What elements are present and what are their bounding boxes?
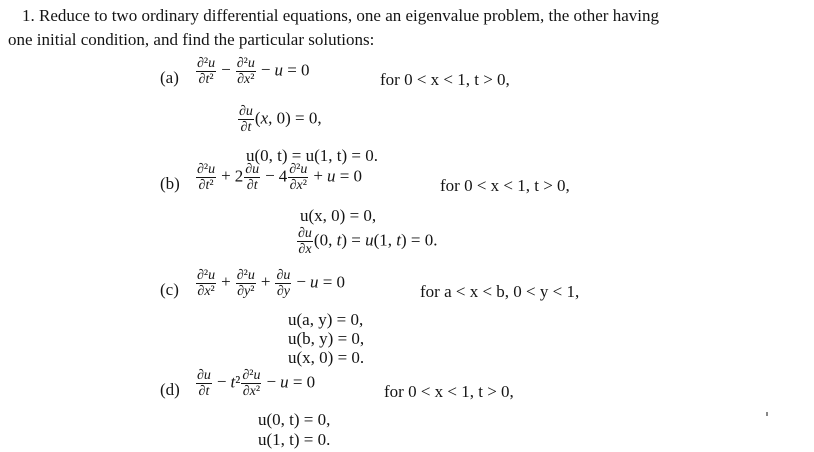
part-a-equation: $\frac{\text{∂²u}}{\text{∂t²}}$ − $\frac{\text{∂²u}}{\text{∂x²}}$ − u = 0	[197, 56, 310, 87]
part-d-condition-1: u(0, t) = 0,	[258, 410, 331, 429]
part-d-label: (d)	[160, 380, 180, 399]
problem-text-line1: Reduce to two ordinary differential equations, one an eigenvalue problem, the other having	[39, 6, 659, 25]
part-a-condition-2: u(0, t) = u(1, t) = 0.	[246, 146, 379, 165]
part-c-condition-1: u(a, y) = 0,	[288, 310, 364, 329]
part-b-condition-1: u(x, 0) = 0,	[300, 206, 377, 225]
part-b-condition-2: $\frac{\partial u}{\partial x}$ (0, t) = u(1, t) = 0.	[298, 226, 438, 257]
part-c-condition-3: u(x, 0) = 0.	[288, 348, 365, 367]
part-b-label: (b)	[160, 174, 180, 193]
problem-statement-line2: one initial condition, and find the particular solutions:	[8, 30, 375, 49]
part-a-condition-1: $\frac{\partial u}{\partial t}$ (x, 0) = 0,	[239, 104, 322, 135]
part-a-label: (a)	[160, 68, 179, 87]
part-d-equation: $\frac{\partial u}{\partial t}$ − t² $\frac{\text{∂²u}}{\text{∂x²}}$ − u = 0	[197, 368, 316, 399]
part-d-domain: for 0 < x < 1, t > 0,	[384, 382, 514, 401]
part-c-label: (c)	[160, 280, 179, 299]
part-c-equation: $\frac{\text{∂²u}}{\text{∂x²}}$ + $\frac{\text{∂²u}}{\text{∂y²}}$ + $\frac{\partial u}{\partial y}$ − u = 0	[197, 268, 346, 299]
part-c-condition-2: u(b, y) = 0,	[288, 329, 365, 348]
part-d-condition-2: u(1, t) = 0.	[258, 430, 331, 449]
problem-statement-line1	[22, 6, 659, 26]
scan-mark	[766, 412, 768, 416]
problem-number: 1.	[22, 6, 35, 25]
part-a-domain: for 0 < x < 1, t > 0,	[380, 70, 510, 89]
part-b-equation: $\frac{\text{∂²u}}{\text{∂t²}}$ + 2 $\frac{\partial u}{\partial t}$ − 4 $\frac{\text{∂²u}}{\text{∂x²}}$ + u = 0	[197, 162, 363, 193]
part-b-domain: for 0 < x < 1, t > 0,	[440, 176, 570, 195]
part-c-domain: for a < x < b, 0 < y < 1,	[420, 282, 580, 301]
